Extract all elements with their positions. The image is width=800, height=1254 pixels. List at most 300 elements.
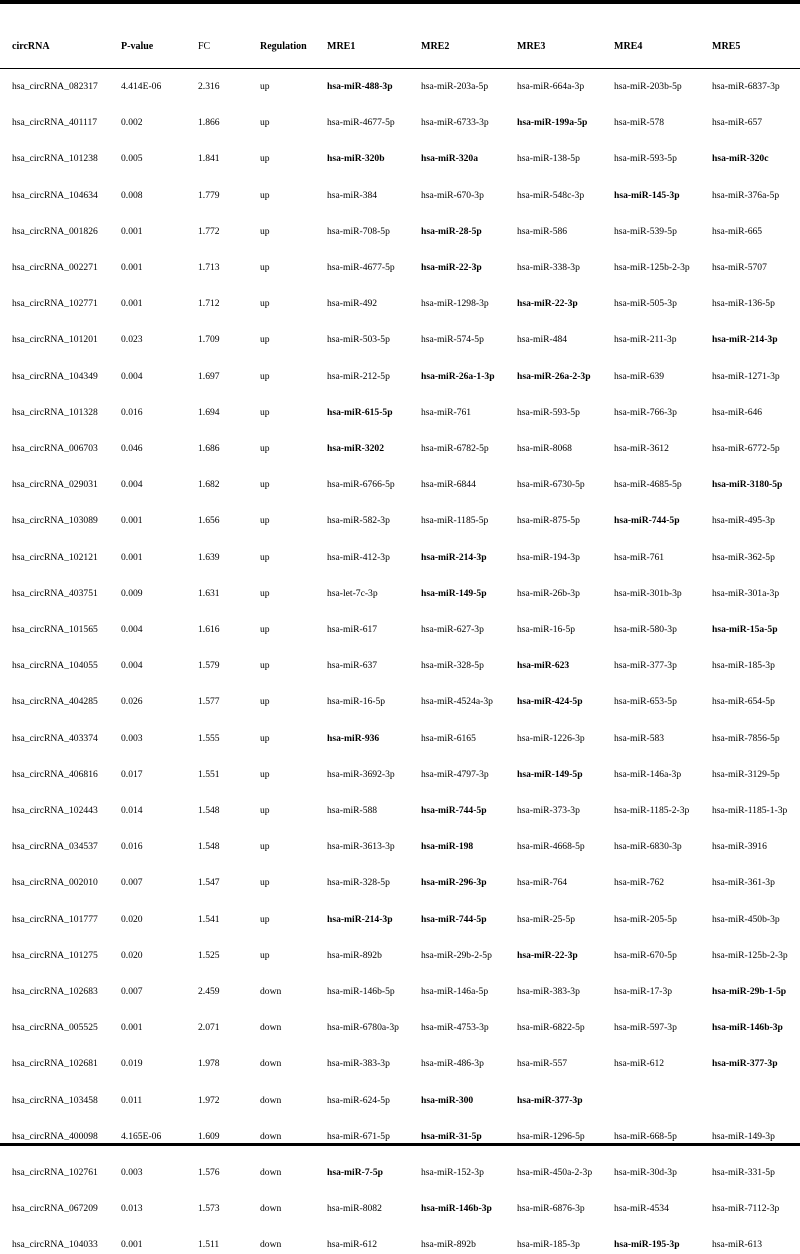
mre4-cell: hsa-miR-377-3p: [614, 660, 677, 672]
mre2-cell: hsa-miR-670-3p: [421, 189, 484, 201]
mre5-cell: hsa-miR-149-3p: [712, 1130, 775, 1142]
mre1-cell: hsa-miR-892b: [327, 949, 382, 961]
mre3-cell: hsa-miR-194-3p: [517, 551, 580, 563]
fc-cell: 1.541: [198, 913, 220, 925]
mre2-cell: hsa-miR-152-3p: [421, 1167, 484, 1178]
mre4-cell: hsa-miR-668-5p: [614, 1130, 677, 1142]
table-row: [0, 223, 800, 241]
mre5-cell: hsa-miR-646: [712, 406, 763, 418]
fc-cell: 1.709: [198, 334, 220, 346]
regulation-cell: up: [260, 189, 270, 201]
circrna-cell: hsa_circRNA_102121: [12, 551, 98, 563]
regulation-cell: up: [260, 443, 270, 454]
table-row: [0, 802, 800, 820]
mre2-cell: hsa-miR-574-5p: [421, 334, 484, 346]
circrna-cell: hsa_circRNA_006703: [12, 443, 98, 454]
pvalue-cell: 0.004: [121, 624, 143, 635]
mre2-cell: hsa-miR-29b-2-5p: [421, 949, 492, 961]
table-bottom-rule: [0, 1143, 800, 1146]
mre1-cell: hsa-miR-328-5p: [327, 877, 390, 889]
table-row: [0, 621, 800, 639]
mre1-cell: hsa-miR-612: [327, 1239, 378, 1251]
fc-cell: 1.525: [198, 949, 220, 961]
mre3-cell: hsa-miR-593-5p: [517, 406, 580, 418]
table-row: [0, 259, 800, 277]
header-pvalue: P-value: [121, 41, 154, 52]
fc-cell: 1.576: [198, 1167, 220, 1178]
mre4-cell: hsa-miR-539-5p: [614, 225, 677, 237]
pvalue-cell: 0.003: [121, 732, 143, 744]
mre3-cell: hsa-miR-25-5p: [517, 913, 576, 925]
pvalue-cell: 0.011: [121, 1094, 143, 1106]
mre1-cell: hsa-miR-384: [327, 189, 378, 201]
mre5-cell: hsa-miR-613: [712, 1239, 763, 1251]
table-row: [0, 150, 800, 168]
pvalue-cell: 0.013: [121, 1203, 143, 1215]
fc-cell: 1.779: [198, 189, 220, 201]
mre3-cell: hsa-miR-16-5p: [517, 624, 576, 635]
fc-cell: 1.548: [198, 841, 220, 853]
header-circrna: circRNA: [12, 41, 50, 52]
mre3-cell: hsa-miR-22-3p: [517, 298, 578, 310]
mre5-cell: hsa-miR-29b-1-5p: [712, 986, 787, 997]
mre2-cell: hsa-miR-6733-3p: [421, 117, 489, 129]
mre1-cell: hsa-miR-212-5p: [327, 370, 390, 382]
circrna-cell: hsa_circRNA_101275: [12, 949, 98, 961]
mre2-cell: hsa-miR-26a-1-3p: [421, 370, 495, 382]
circrna-cell: hsa_circRNA_103458: [12, 1094, 98, 1106]
fc-cell: 1.697: [198, 370, 220, 382]
fc-cell: 1.656: [198, 515, 220, 527]
header-mre5: MRE5: [712, 41, 741, 52]
mre3-cell: hsa-miR-383-3p: [517, 986, 580, 997]
mre5-cell: hsa-miR-331-5p: [712, 1167, 775, 1178]
table-row: [0, 766, 800, 784]
circrna-cell: hsa_circRNA_082317: [12, 81, 98, 92]
mre4-cell: hsa-miR-612: [614, 1058, 665, 1070]
fc-cell: 1.548: [198, 805, 220, 816]
mre1-cell: hsa-miR-671-5p: [327, 1130, 390, 1142]
regulation-cell: up: [260, 732, 270, 744]
regulation-cell: down: [260, 1130, 282, 1142]
table-row: [0, 1236, 800, 1254]
table-row: [0, 911, 800, 929]
mre5-cell: hsa-miR-3180-5p: [712, 479, 783, 491]
fc-cell: 1.579: [198, 660, 220, 672]
mre2-cell: hsa-miR-627-3p: [421, 624, 484, 635]
mre1-cell: hsa-miR-16-5p: [327, 696, 386, 708]
table-row: [0, 114, 800, 132]
mre4-cell: hsa-miR-6830-3p: [614, 841, 682, 853]
mre4-cell: hsa-miR-583: [614, 732, 665, 744]
regulation-cell: up: [260, 515, 270, 527]
circrna-cell: hsa_circRNA_404285: [12, 696, 98, 708]
fc-cell: 1.712: [198, 298, 220, 310]
mre5-cell: hsa-miR-136-5p: [712, 298, 775, 310]
circrna-cell: hsa_circRNA_001826: [12, 225, 98, 237]
regulation-cell: up: [260, 841, 270, 853]
mre4-cell: hsa-miR-195-3p: [614, 1239, 680, 1251]
regulation-cell: up: [260, 479, 270, 491]
mre1-cell: hsa-miR-3692-3p: [327, 768, 395, 780]
pvalue-cell: 0.004: [121, 660, 143, 672]
mre4-cell: hsa-miR-653-5p: [614, 696, 677, 708]
mre4-cell: hsa-miR-205-5p: [614, 913, 677, 925]
mre2-cell: hsa-miR-4797-3p: [421, 768, 489, 780]
regulation-cell: down: [260, 1167, 282, 1178]
fc-cell: 1.639: [198, 551, 220, 563]
regulation-cell: down: [260, 1022, 282, 1034]
mre1-cell: hsa-miR-637: [327, 660, 378, 672]
table-row: [0, 331, 800, 349]
regulation-cell: up: [260, 696, 270, 708]
pvalue-cell: 0.001: [121, 262, 143, 273]
mre4-cell: hsa-miR-17-3p: [614, 986, 673, 997]
mre5-cell: hsa-miR-654-5p: [712, 696, 775, 708]
header-fc: FC: [198, 41, 211, 52]
mre3-cell: hsa-miR-373-3p: [517, 805, 580, 816]
pvalue-cell: 0.003: [121, 1167, 143, 1178]
mre4-cell: hsa-miR-744-5p: [614, 515, 680, 527]
mre4-cell: hsa-miR-505-3p: [614, 298, 677, 310]
regulation-cell: up: [260, 153, 270, 165]
table-row: [0, 187, 800, 205]
mre1-cell: hsa-let-7c-3p: [327, 587, 378, 599]
mre5-cell: hsa-miR-7112-3p: [712, 1203, 780, 1215]
mre5-cell: hsa-miR-657: [712, 117, 763, 129]
table-row: [0, 404, 800, 422]
mre1-cell: hsa-miR-4677-5p: [327, 262, 395, 273]
mre2-cell: hsa-miR-22-3p: [421, 262, 482, 273]
table-row: [0, 1092, 800, 1110]
circrna-cell: hsa_circRNA_102771: [12, 298, 98, 310]
mre3-cell: hsa-miR-664a-3p: [517, 81, 585, 92]
regulation-cell: up: [260, 587, 270, 599]
mre1-cell: hsa-miR-488-3p: [327, 81, 393, 92]
fc-cell: 1.713: [198, 262, 220, 273]
pvalue-cell: 4.165E-06: [121, 1130, 162, 1142]
mre1-cell: hsa-miR-6766-5p: [327, 479, 395, 491]
fc-cell: 1.682: [198, 479, 220, 491]
regulation-cell: up: [260, 551, 270, 563]
mre3-cell: hsa-miR-6730-5p: [517, 479, 585, 491]
mre2-cell: hsa-miR-31-5p: [421, 1130, 482, 1142]
mre1-cell: hsa-miR-146b-5p: [327, 986, 395, 997]
mre3-cell: hsa-miR-199a-5p: [517, 117, 588, 129]
fc-cell: 1.511: [198, 1239, 220, 1251]
mre4-cell: hsa-miR-3612: [614, 443, 669, 454]
pvalue-cell: 0.001: [121, 551, 143, 563]
circrna-cell: hsa_circRNA_005525: [12, 1022, 98, 1034]
mre2-cell: hsa-miR-198: [421, 841, 474, 853]
header-mre2: MRE2: [421, 41, 450, 52]
table-header-rule: [0, 68, 800, 69]
circrna-cell: hsa_circRNA_104055: [12, 660, 98, 672]
circrna-cell: hsa_circRNA_101201: [12, 334, 98, 346]
mre1-cell: hsa-miR-412-3p: [327, 551, 390, 563]
pvalue-cell: 0.005: [121, 153, 143, 165]
mre3-cell: hsa-miR-623: [517, 660, 570, 672]
circrna-cell: hsa_circRNA_102683: [12, 986, 98, 997]
mre2-cell: hsa-miR-6782-5p: [421, 443, 489, 454]
table-row: [0, 585, 800, 603]
circrna-cell: hsa_circRNA_002010: [12, 877, 98, 889]
fc-cell: 1.555: [198, 732, 220, 744]
circrna-cell: hsa_circRNA_102681: [12, 1058, 98, 1070]
fc-cell: 1.841: [198, 153, 220, 165]
circrna-cell: hsa_circRNA_002271: [12, 262, 98, 273]
mre2-cell: hsa-miR-320a: [421, 153, 479, 165]
mre3-cell: hsa-miR-149-5p: [517, 768, 583, 780]
mre3-cell: hsa-miR-26b-3p: [517, 587, 580, 599]
fc-cell: 1.547: [198, 877, 220, 889]
mre4-cell: hsa-miR-580-3p: [614, 624, 677, 635]
mre3-cell: hsa-miR-450a-2-3p: [517, 1167, 593, 1178]
mre2-cell: hsa-miR-6844: [421, 479, 476, 491]
mre3-cell: hsa-miR-26a-2-3p: [517, 370, 591, 382]
table-top-rule: [0, 0, 800, 4]
pvalue-cell: 0.001: [121, 1022, 143, 1034]
mre5-cell: hsa-miR-1271-3p: [712, 370, 780, 382]
mre1-cell: hsa-miR-8082: [327, 1203, 382, 1215]
mre4-cell: hsa-miR-301b-3p: [614, 587, 682, 599]
table-row: [0, 1200, 800, 1218]
mre1-cell: hsa-miR-320b: [327, 153, 385, 165]
mre3-cell: hsa-miR-4668-5p: [517, 841, 585, 853]
circrna-cell: hsa_circRNA_403751: [12, 587, 98, 599]
mre1-cell: hsa-miR-4677-5p: [327, 117, 395, 129]
header-mre1: MRE1: [327, 41, 356, 52]
pvalue-cell: 0.014: [121, 805, 143, 816]
mre2-cell: hsa-miR-744-5p: [421, 805, 487, 816]
pvalue-cell: 0.020: [121, 913, 143, 925]
mre1-cell: hsa-miR-7-5p: [327, 1167, 383, 1178]
pvalue-cell: 0.019: [121, 1058, 143, 1070]
mre2-cell: hsa-miR-6165: [421, 732, 476, 744]
regulation-cell: up: [260, 949, 270, 961]
mre5-cell: hsa-miR-146b-3p: [712, 1022, 783, 1034]
mre5-cell: hsa-miR-3129-5p: [712, 768, 780, 780]
mre5-cell: hsa-miR-7856-5p: [712, 732, 780, 744]
circrna-cell: hsa_circRNA_104349: [12, 370, 98, 382]
table-row: [0, 947, 800, 965]
fc-cell: 1.551: [198, 768, 220, 780]
table-row: [0, 295, 800, 313]
mre4-cell: hsa-miR-146a-3p: [614, 768, 682, 780]
mre2-cell: hsa-miR-1298-3p: [421, 298, 489, 310]
mre4-cell: hsa-miR-1185-2-3p: [614, 805, 690, 816]
mre4-cell: hsa-miR-125b-2-3p: [614, 262, 690, 273]
mre2-cell: hsa-miR-214-3p: [421, 551, 487, 563]
mre5-cell: hsa-miR-376a-5p: [712, 189, 780, 201]
circrna-cell: hsa_circRNA_104033: [12, 1239, 98, 1251]
regulation-cell: down: [260, 1203, 282, 1215]
header-mre4: MRE4: [614, 41, 643, 52]
pvalue-cell: 0.004: [121, 370, 143, 382]
pvalue-cell: 0.008: [121, 189, 143, 201]
pvalue-cell: 0.007: [121, 877, 143, 889]
mre5-cell: hsa-miR-5707: [712, 262, 767, 273]
circrna-cell: hsa_circRNA_406816: [12, 768, 98, 780]
mre2-cell: hsa-miR-146b-3p: [421, 1203, 492, 1215]
mre3-cell: hsa-miR-1226-3p: [517, 732, 585, 744]
pvalue-cell: 4.414E-06: [121, 81, 162, 92]
table-row: [0, 476, 800, 494]
mre4-cell: hsa-miR-578: [614, 117, 665, 129]
fc-cell: 1.978: [198, 1058, 220, 1070]
regulation-cell: up: [260, 805, 270, 816]
mre5-cell: hsa-miR-15a-5p: [712, 624, 778, 635]
table-row: [0, 983, 800, 1001]
mre1-cell: hsa-miR-214-3p: [327, 913, 393, 925]
fc-cell: 1.772: [198, 225, 220, 237]
pvalue-cell: 0.017: [121, 768, 143, 780]
fc-cell: 2.316: [198, 81, 220, 92]
circrna-cell: hsa_circRNA_101328: [12, 406, 98, 418]
mre1-cell: hsa-miR-582-3p: [327, 515, 390, 527]
mre3-cell: hsa-miR-484: [517, 334, 568, 346]
mre4-cell: hsa-miR-639: [614, 370, 665, 382]
mre3-cell: hsa-miR-424-5p: [517, 696, 583, 708]
mre4-cell: hsa-miR-203b-5p: [614, 81, 682, 92]
table-row: [0, 838, 800, 856]
regulation-cell: down: [260, 1239, 282, 1251]
mre1-cell: hsa-miR-492: [327, 298, 378, 310]
fc-cell: 1.631: [198, 587, 220, 599]
header-mre3: MRE3: [517, 41, 546, 52]
table-row: [0, 368, 800, 386]
mre4-cell: hsa-miR-211-3p: [614, 334, 677, 346]
pvalue-cell: 0.026: [121, 696, 143, 708]
fc-cell: 1.609: [198, 1130, 220, 1142]
regulation-cell: up: [260, 117, 270, 129]
mre5-cell: hsa-miR-495-3p: [712, 515, 775, 527]
regulation-cell: up: [260, 262, 270, 273]
mre1-cell: hsa-miR-3613-3p: [327, 841, 395, 853]
pvalue-cell: 0.001: [121, 515, 143, 527]
mre3-cell: hsa-miR-6876-3p: [517, 1203, 585, 1215]
table-row: [0, 1055, 800, 1073]
mre2-cell: hsa-miR-486-3p: [421, 1058, 484, 1070]
regulation-cell: up: [260, 768, 270, 780]
pvalue-cell: 0.020: [121, 949, 143, 961]
mre5-cell: hsa-miR-3916: [712, 841, 767, 853]
mre3-cell: hsa-miR-8068: [517, 443, 572, 454]
mre3-cell: hsa-miR-586: [517, 225, 568, 237]
table-row: [0, 512, 800, 530]
table-row: [0, 730, 800, 748]
fc-cell: 1.616: [198, 624, 220, 635]
pvalue-cell: 0.009: [121, 587, 143, 599]
circrna-cell: hsa_circRNA_029031: [12, 479, 98, 491]
pvalue-cell: 0.023: [121, 334, 143, 346]
mre5-cell: hsa-miR-320c: [712, 153, 769, 165]
pvalue-cell: 0.004: [121, 479, 143, 491]
mre1-cell: hsa-miR-588: [327, 805, 378, 816]
regulation-cell: up: [260, 624, 270, 635]
mre2-cell: hsa-miR-1185-5p: [421, 515, 489, 527]
table-header-row: [0, 38, 800, 56]
regulation-cell: up: [260, 370, 270, 382]
fc-cell: 1.686: [198, 443, 220, 454]
mre2-cell: hsa-miR-146a-5p: [421, 986, 489, 997]
circrna-cell: hsa_circRNA_403374: [12, 732, 98, 744]
mre2-cell: hsa-miR-28-5p: [421, 225, 482, 237]
circrna-cell: hsa_circRNA_034537: [12, 841, 98, 853]
mre4-cell: hsa-miR-597-3p: [614, 1022, 677, 1034]
mre4-cell: hsa-miR-145-3p: [614, 189, 680, 201]
fc-cell: 1.694: [198, 406, 220, 418]
pvalue-cell: 0.016: [121, 406, 143, 418]
mre2-cell: hsa-miR-300: [421, 1094, 474, 1106]
mre5-cell: hsa-miR-214-3p: [712, 334, 778, 346]
mre3-cell: hsa-miR-764: [517, 877, 568, 889]
circrna-cell: hsa_circRNA_101565: [12, 624, 98, 635]
pvalue-cell: 0.016: [121, 841, 143, 853]
mre4-cell: hsa-miR-762: [614, 877, 665, 889]
table-row: [0, 549, 800, 567]
mre4-cell: hsa-miR-593-5p: [614, 153, 677, 165]
mre4-cell: hsa-miR-30d-3p: [614, 1167, 677, 1178]
mre1-cell: hsa-miR-936: [327, 732, 380, 744]
pvalue-cell: 0.002: [121, 117, 143, 129]
fc-cell: 1.573: [198, 1203, 220, 1215]
circrna-cell: hsa_circRNA_067209: [12, 1203, 98, 1215]
mre3-cell: hsa-miR-1296-5p: [517, 1130, 585, 1142]
regulation-cell: down: [260, 1094, 282, 1106]
regulation-cell: up: [260, 81, 270, 92]
mre5-cell: hsa-miR-185-3p: [712, 660, 775, 672]
circrna-cell: hsa_circRNA_102443: [12, 805, 98, 816]
mre1-cell: hsa-miR-3202: [327, 443, 385, 454]
regulation-cell: down: [260, 986, 282, 997]
regulation-cell: up: [260, 877, 270, 889]
mre3-cell: hsa-miR-338-3p: [517, 262, 580, 273]
pvalue-cell: 0.001: [121, 298, 143, 310]
mre5-cell: hsa-miR-125b-2-3p: [712, 949, 788, 961]
mre5-cell: hsa-miR-6837-3p: [712, 81, 780, 92]
mre4-cell: hsa-miR-4534: [614, 1203, 669, 1215]
mre3-cell: hsa-miR-875-5p: [517, 515, 580, 527]
table-row: [0, 874, 800, 892]
table-row: [0, 440, 800, 458]
table-row: [0, 1164, 800, 1182]
mre3-cell: hsa-miR-557: [517, 1058, 568, 1070]
mre2-cell: hsa-miR-4524a-3p: [421, 696, 493, 708]
mre2-cell: hsa-miR-328-5p: [421, 660, 484, 672]
fc-cell: 2.071: [198, 1022, 220, 1034]
mre3-cell: hsa-miR-548c-3p: [517, 189, 585, 201]
mre3-cell: hsa-miR-6822-5p: [517, 1022, 585, 1034]
pvalue-cell: 0.007: [121, 986, 143, 997]
circrna-cell: hsa_circRNA_101238: [12, 153, 98, 165]
regulation-cell: up: [260, 298, 270, 310]
mre4-cell: hsa-miR-670-5p: [614, 949, 677, 961]
mre1-cell: hsa-miR-615-5p: [327, 406, 393, 418]
circrna-cell: hsa_circRNA_400098: [12, 1130, 98, 1142]
fc-cell: 1.866: [198, 117, 220, 129]
mre5-cell: hsa-miR-377-3p: [712, 1058, 778, 1070]
mre5-cell: hsa-miR-450b-3p: [712, 913, 780, 925]
regulation-cell: up: [260, 913, 270, 925]
table-row: [0, 78, 800, 96]
regulation-cell: up: [260, 660, 270, 672]
mre1-cell: hsa-miR-503-5p: [327, 334, 390, 346]
mre5-cell: hsa-miR-1185-1-3p: [712, 805, 788, 816]
mre1-cell: hsa-miR-6780a-3p: [327, 1022, 399, 1034]
mre4-cell: hsa-miR-761: [614, 551, 665, 563]
mre2-cell: hsa-miR-203a-5p: [421, 81, 489, 92]
